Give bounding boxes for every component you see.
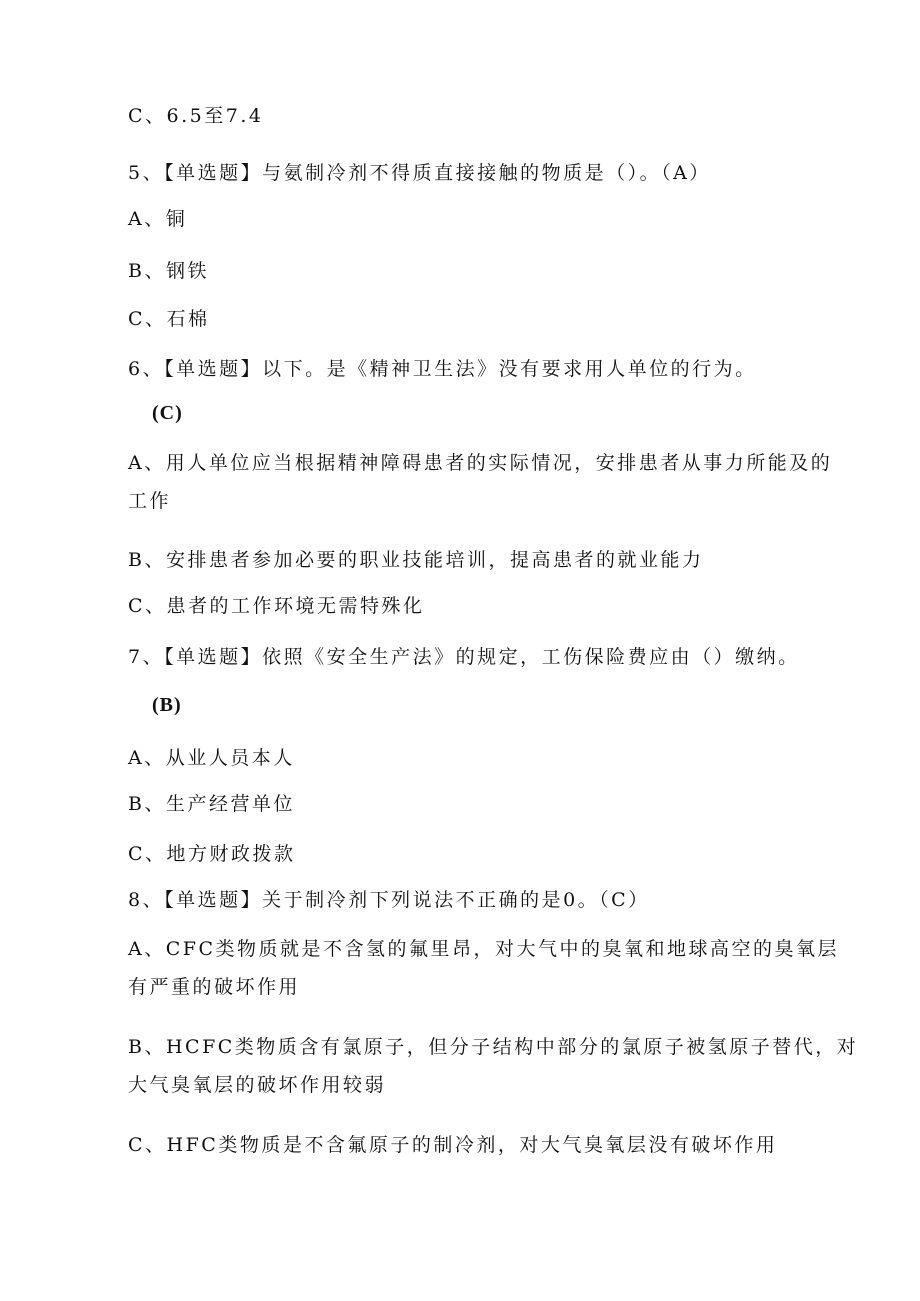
option-a-q8-cont: 有严重的破坏作用: [128, 976, 301, 998]
option-a-q7: A、从业人员本人: [128, 747, 295, 769]
answer-q6: (C): [152, 402, 183, 424]
option-a-q6: A、用人单位应当根据精神障碍患者的实际情况，安排患者从事力所能及的: [128, 452, 833, 474]
option-b-q8-cont: 大气臭氧层的破坏作用较弱: [128, 1074, 387, 1096]
option-c-q6: C、患者的工作环境无需特殊化: [128, 595, 425, 617]
option-b-q6: B、安排患者参加必要的职业技能培训，提高患者的就业能力: [128, 549, 704, 571]
question-5: 5、【单选题】与氨制冷剂不得质直接接触的物质是（）。（A）: [128, 162, 711, 184]
option-a-q8: A、CFC类物质就是不含氢的氟里昂，对大气中的臭氧和地球高空的臭氧层: [128, 938, 839, 960]
question-6: 6、【单选题】以下。是《精神卫生法》没有要求用人单位的行为。: [128, 358, 757, 380]
answer-q7: (B): [152, 694, 182, 716]
option-a-q6-cont: 工作: [128, 490, 172, 512]
option-c-q7: C、地方财政拨款: [128, 843, 296, 865]
question-8: 8、【单选题】关于制冷剂下列说法不正确的是0。（C）: [128, 889, 650, 911]
option-c-q4: C、6.5至7.4: [128, 105, 264, 127]
option-b-q8: B、HCFC类物质含有氯原子，但分子结构中部分的氯原子被氢原子替代，对: [128, 1036, 859, 1058]
option-b-q7: B、生产经营单位: [128, 793, 295, 815]
option-c-q8: C、HFC类物质是不含氟原子的制冷剂，对大气臭氧层没有破坏作用: [128, 1134, 778, 1156]
question-7: 7、【单选题】依照《安全生产法》的规定，工伤保险费应由（）缴纳。: [128, 646, 800, 668]
option-a-q5: A、铜: [128, 208, 188, 230]
option-b-q5: B、钢铁: [128, 260, 209, 282]
option-c-q5: C、石棉: [128, 308, 210, 330]
